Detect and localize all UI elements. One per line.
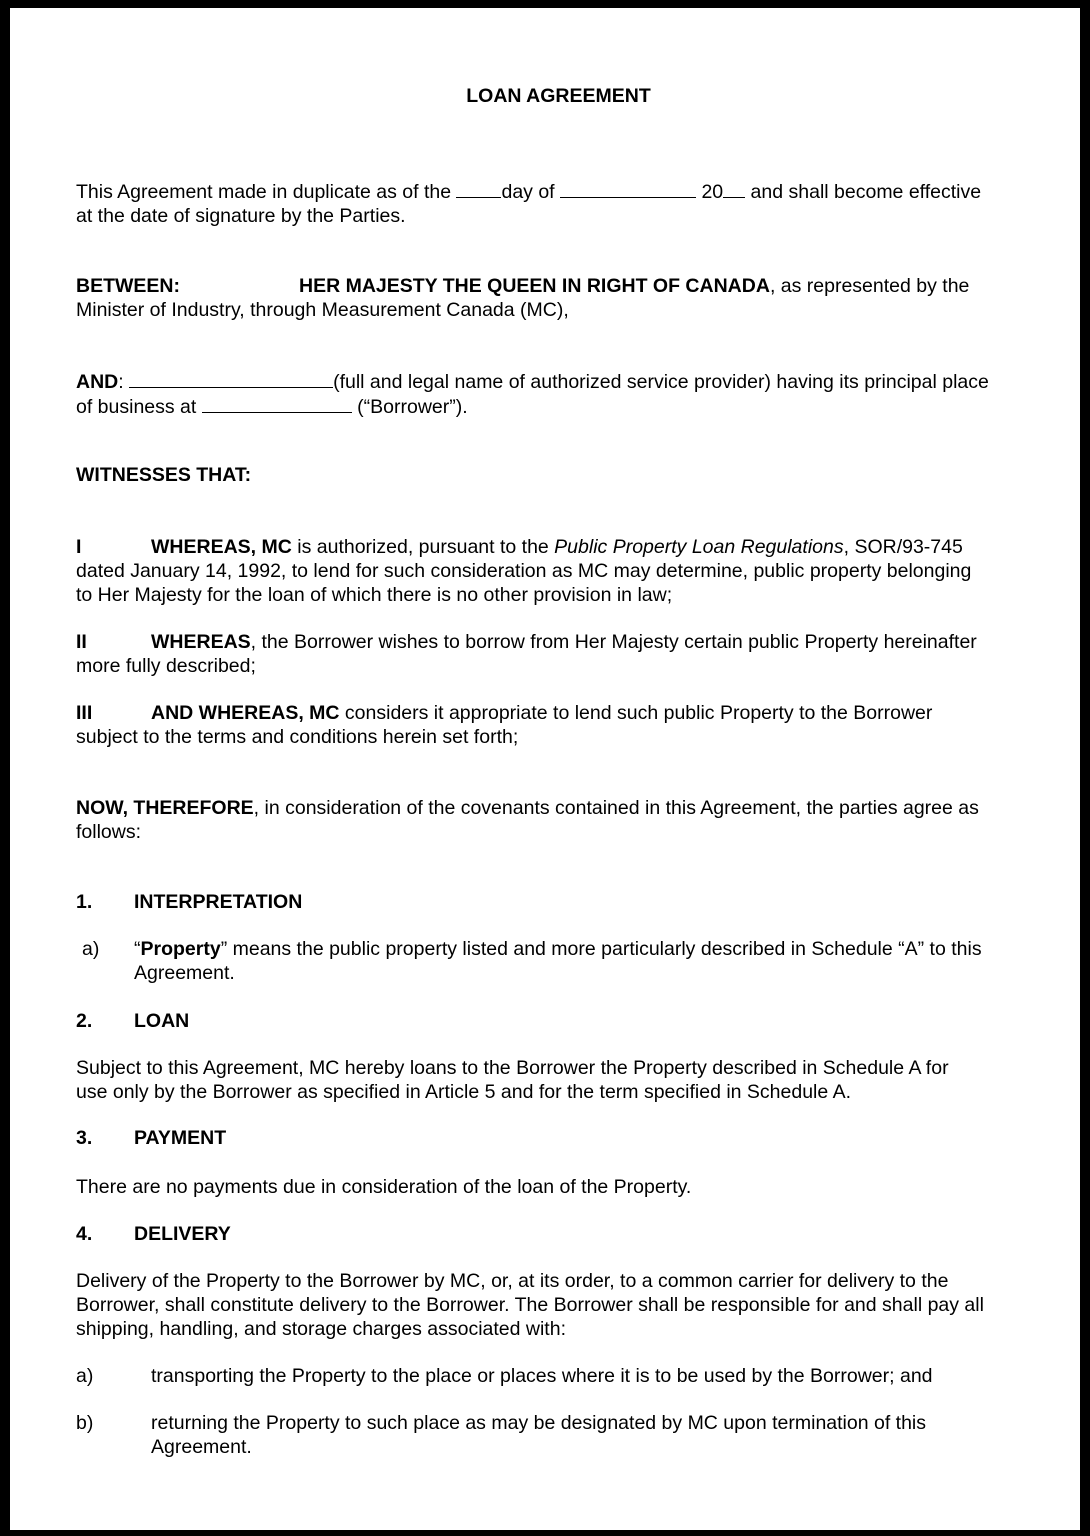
recital-line	[76, 701, 1046, 725]
delivery-item-a	[76, 1364, 1046, 1390]
delivery-item-b	[76, 1411, 1046, 1461]
item-label: b)	[76, 1412, 94, 1434]
recital-line: subject to the terms and conditions herein set forth;	[76, 726, 519, 748]
item-line	[134, 937, 1046, 961]
and-text: (“Borrower”).	[351, 396, 468, 418]
day-blank	[456, 179, 501, 198]
intro-text: 20	[696, 181, 724, 203]
recital-text: is authorized, pursuant to the	[291, 536, 555, 558]
year-blank	[723, 179, 745, 198]
item-text	[151, 1411, 1046, 1459]
delivery-line: Borrower, shall constitute delivery to the Borrower. The Borrower shall be responsible for and shall pay all	[76, 1294, 984, 1316]
recital-number: I	[76, 536, 82, 558]
now-therefore-paragraph	[76, 796, 1046, 844]
and-line-2	[76, 394, 1046, 419]
between-paragraph	[76, 274, 1046, 322]
month-blank	[560, 179, 696, 198]
section-number: 1.	[76, 891, 93, 913]
between-party: HER MAJESTY THE QUEEN IN RIGHT OF CANADA	[299, 275, 770, 297]
now-therefore-line-2: follows:	[76, 821, 142, 843]
recital-bold: WHEREAS	[151, 631, 251, 653]
now-therefore-line-1	[76, 796, 1046, 820]
item-line: returning the Property to such place as may be designated by MC upon termination of this	[151, 1412, 927, 1434]
and-text: (full and legal name of authorized service provider) having its principal place	[333, 371, 989, 393]
recital-text: considers it appropriate to lend such public Property to the Borrower	[339, 702, 933, 724]
recital-number: II	[76, 631, 87, 653]
section-title: PAYMENT	[134, 1127, 227, 1149]
recital-line	[76, 535, 1046, 559]
now-therefore-bold: NOW, THEREFORE	[76, 797, 254, 819]
delivery-line: shipping, handling, and storage charges associated with:	[76, 1318, 566, 1340]
item-text	[134, 937, 1046, 985]
section-number: 2.	[76, 1010, 93, 1032]
recital-line: dated January 14, 1992, to lend for such consideration as MC may determine, public property belonging	[76, 560, 972, 582]
recital-text: , SOR/93-745	[843, 536, 963, 558]
and-label: AND	[76, 371, 119, 393]
between-label: BETWEEN:	[76, 275, 180, 297]
item-label: a)	[76, 1365, 94, 1387]
definition-text: ” means the public property listed and more particularly described in Schedule “A” to this	[220, 938, 982, 960]
intro-text: and shall become effective	[745, 181, 982, 203]
now-therefore-text: , in consideration of the covenants contained in this Agreement, the parties agree as	[253, 797, 979, 819]
delivery-paragraph	[76, 1269, 1046, 1341]
item-label: a)	[82, 938, 100, 960]
recital-number: III	[76, 702, 93, 724]
loan-paragraph	[76, 1056, 1046, 1104]
payment-paragraph: There are no payments due in consideration of the loan of the Property.	[76, 1176, 692, 1198]
section-title: LOAN	[134, 1010, 190, 1032]
item-line: Agreement.	[151, 1436, 252, 1458]
document-page	[10, 8, 1080, 1530]
and-paragraph	[76, 369, 1046, 419]
section-heading-loan	[76, 1009, 1046, 1033]
witnesses-heading: WITNESSES THAT:	[76, 464, 252, 486]
section-title: INTERPRETATION	[134, 891, 303, 913]
section-heading-interpretation	[76, 890, 1046, 914]
section-title: DELIVERY	[134, 1223, 231, 1245]
recital-line	[76, 630, 1046, 654]
loan-line: use only by the Borrower as specified in Article 5 and for the term specified in Schedule A.	[76, 1081, 852, 1103]
between-line-2: Minister of Industry, through Measurement Canada (MC),	[76, 299, 569, 321]
recital-line: to Her Majesty for the loan of which there is no other provision in law;	[76, 584, 673, 606]
regulation-name: Public Property Loan Regulations	[554, 536, 844, 558]
section-heading-payment	[76, 1126, 1046, 1150]
quote-mark: “	[134, 938, 141, 960]
interpretation-item-a	[82, 937, 1046, 987]
intro-text: This Agreement made in duplicate as of the	[76, 181, 457, 203]
section-number: 3.	[76, 1127, 93, 1149]
recital-text: , the Borrower wishes to borrow from Her Majesty certain public Property hereinafter	[250, 631, 977, 653]
loan-line: Subject to this Agreement, MC hereby loans to the Borrower the Property described in Schedule A for	[76, 1057, 949, 1079]
intro-paragraph	[76, 179, 1046, 228]
section-heading-delivery	[76, 1222, 1046, 1246]
document-title: LOAN AGREEMENT	[466, 85, 651, 107]
item-line: Agreement.	[134, 962, 235, 984]
between-text: , as represented by the	[769, 275, 970, 297]
intro-text: day of	[501, 181, 561, 203]
and-line-1	[76, 369, 1046, 394]
item-line: transporting the Property to the place or places where it is to be used by the Borrower; and	[151, 1365, 933, 1387]
address-blank	[202, 394, 352, 413]
recital-line: more fully described;	[76, 655, 256, 677]
recital-2	[76, 630, 1046, 678]
between-line-1	[76, 274, 1046, 298]
intro-line-2: at the date of signature by the Parties.	[76, 205, 406, 227]
section-number: 4.	[76, 1223, 93, 1245]
and-text: of business at	[76, 396, 202, 418]
and-colon: :	[118, 371, 130, 393]
recital-bold: AND WHEREAS, MC	[151, 702, 340, 724]
provider-name-blank	[129, 369, 333, 388]
recital-3	[76, 701, 1046, 749]
delivery-line: Delivery of the Property to the Borrower by MC, or, at its order, to a common carrier for delivery to the	[76, 1270, 949, 1292]
recital-1	[76, 535, 1046, 607]
recital-bold: WHEREAS, MC	[151, 536, 292, 558]
intro-line-1	[76, 179, 1046, 204]
defined-term: Property	[140, 938, 221, 960]
